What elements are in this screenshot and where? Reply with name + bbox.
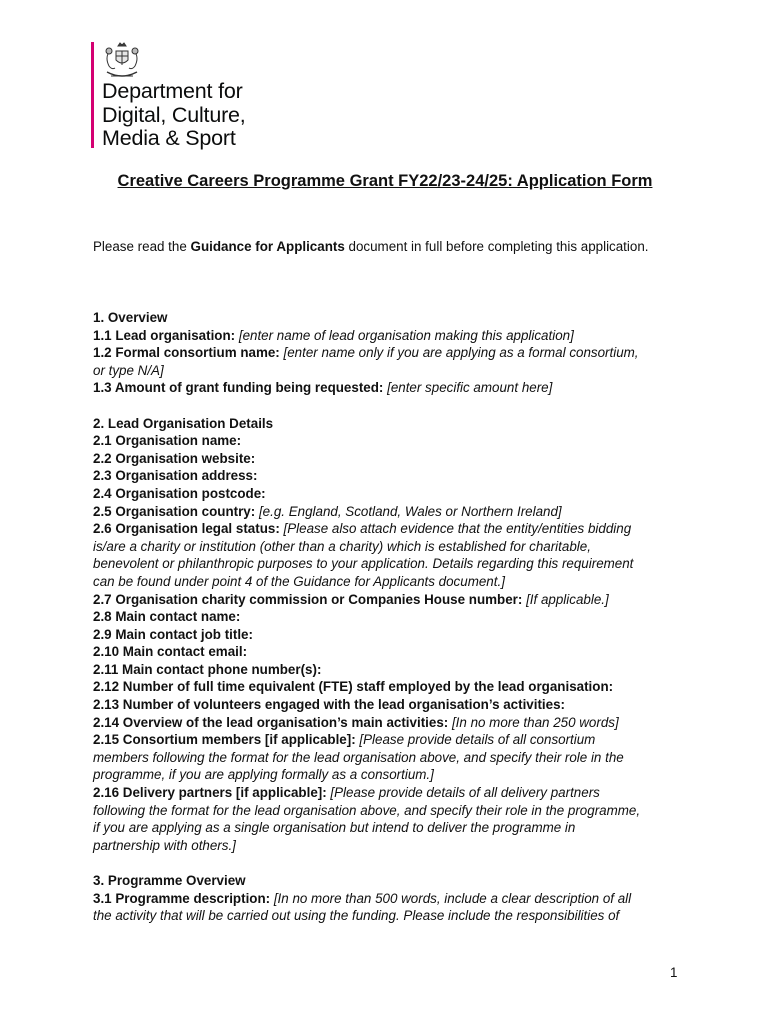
field-label: 2.5 Organisation country: (93, 503, 256, 519)
field-label: 2.10 Main contact email: (93, 644, 248, 660)
field-instruction: [e.g. England, Scotland, Wales or Northern Ireland] (255, 503, 562, 519)
field-instruction: [enter name only if you are applying as a formal consortium, (279, 345, 639, 361)
field-label: 2.13 Number of volunteers engaged with the lead organisation’s activities: (93, 697, 566, 713)
field-instruction-continued: benevolent or philanthropic purposes to your application. Details regarding this requirement (93, 556, 634, 572)
form-field (93, 661, 683, 679)
dcms-logo (91, 42, 291, 150)
field-instruction: [Please provide details of all consortium (355, 732, 596, 748)
form-field (93, 344, 683, 362)
field-instruction-continued: if you are applying as a single organisation but intend to deliver the programme in (93, 820, 576, 836)
field-instruction-continued: or type N/A] (93, 362, 164, 378)
field-instruction-continued: members following the format for the lead organisation above, and specify their role in the (93, 749, 624, 765)
form-field (93, 379, 683, 397)
field-instruction-continued: is/are a charity or institution (other than a charity) which is established for charitable, (93, 538, 591, 554)
field-instruction: [enter specific amount here] (383, 380, 553, 396)
intro-paragraph: Please read the Guidance for Applicants document in full before completing this application. (93, 239, 649, 254)
form-field (93, 327, 683, 345)
field-label: 2.1 Organisation name: (93, 433, 242, 449)
field-label: 2.14 Overview of the lead organisation’s main activities: (93, 714, 449, 730)
form-body (93, 309, 683, 925)
field-label: 2.4 Organisation postcode: (93, 485, 266, 501)
section-heading: 3. Programme Overview (93, 873, 246, 888)
field-label: 2.2 Organisation website: (93, 450, 256, 466)
field-instruction: [Please also attach evidence that the entity/entities bidding (279, 521, 632, 537)
field-label: 2.3 Organisation address: (93, 468, 258, 484)
field-instruction-continued: following the format for the lead organisation above, and specify their role in the programme, (93, 802, 641, 818)
field-instruction: [In no more than 250 words] (448, 714, 619, 730)
section-heading: 2. Lead Organisation Details (93, 415, 274, 431)
field-instruction-continued: the activity that will be carried out using the funding. Please include the responsibilities of (93, 908, 620, 924)
field-label: 1.2 Formal consortium name: (93, 345, 280, 361)
department-name: Department for Digital, Culture, Media & Sport (102, 79, 246, 150)
field-label: 2.11 Main contact phone number(s): (93, 661, 322, 677)
field-label: 2.9 Main contact job title: (93, 626, 253, 642)
field-instruction: [enter name of lead organisation making this application] (235, 327, 574, 343)
form-field (93, 450, 683, 468)
field-instruction: [If applicable.] (522, 591, 609, 607)
form-field (93, 608, 683, 626)
form-field (93, 591, 683, 609)
page-number: 1 (670, 965, 678, 980)
field-label: 2.15 Consortium members [if applicable]: (93, 732, 356, 748)
form-field (93, 643, 683, 661)
field-label: 1.1 Lead organisation: (93, 327, 236, 343)
form-field (93, 520, 683, 538)
field-label: 3.1 Programme description: (93, 890, 271, 906)
form-field (93, 731, 683, 749)
form-field (93, 890, 683, 908)
form-field (93, 696, 683, 714)
form-field (93, 784, 683, 802)
field-label: 2.12 Number of full time equivalent (FTE) staff employed by the lead organisation: (93, 679, 614, 695)
field-instruction-continued: partnership with others.] (93, 837, 236, 853)
field-instruction-continued: programme, if you are applying formally as a consortium.] (93, 767, 434, 783)
royal-coat-of-arms-icon (101, 42, 143, 82)
form-field (93, 503, 683, 521)
field-instruction-continued: can be found under point 4 of the Guidance for Applicants document.] (93, 573, 505, 589)
logo-accent-bar (91, 42, 94, 148)
form-title: Creative Careers Programme Grant FY22/23-24/25: Application Form (117, 172, 653, 190)
field-label: 2.6 Organisation legal status: (93, 521, 280, 537)
form-section (93, 872, 683, 925)
field-label: 2.7 Organisation charity commission or Companies House number: (93, 591, 523, 607)
form-section (93, 415, 683, 855)
form-field (93, 626, 683, 644)
field-label: 2.8 Main contact name: (93, 609, 241, 625)
field-instruction: [In no more than 500 words, include a clear description of all (270, 890, 632, 906)
field-instruction: [Please provide details of all delivery partners (326, 785, 600, 801)
form-section (93, 309, 683, 397)
form-field (93, 485, 683, 503)
form-field (93, 467, 683, 485)
form-field (93, 432, 683, 450)
guidance-reference: Guidance for Applicants (190, 239, 345, 254)
field-label: 1.3 Amount of grant funding being requested: (93, 380, 384, 396)
form-field (93, 714, 683, 732)
form-field (93, 678, 683, 696)
section-heading: 1. Overview (93, 310, 168, 325)
field-label: 2.16 Delivery partners [if applicable]: (93, 785, 327, 801)
